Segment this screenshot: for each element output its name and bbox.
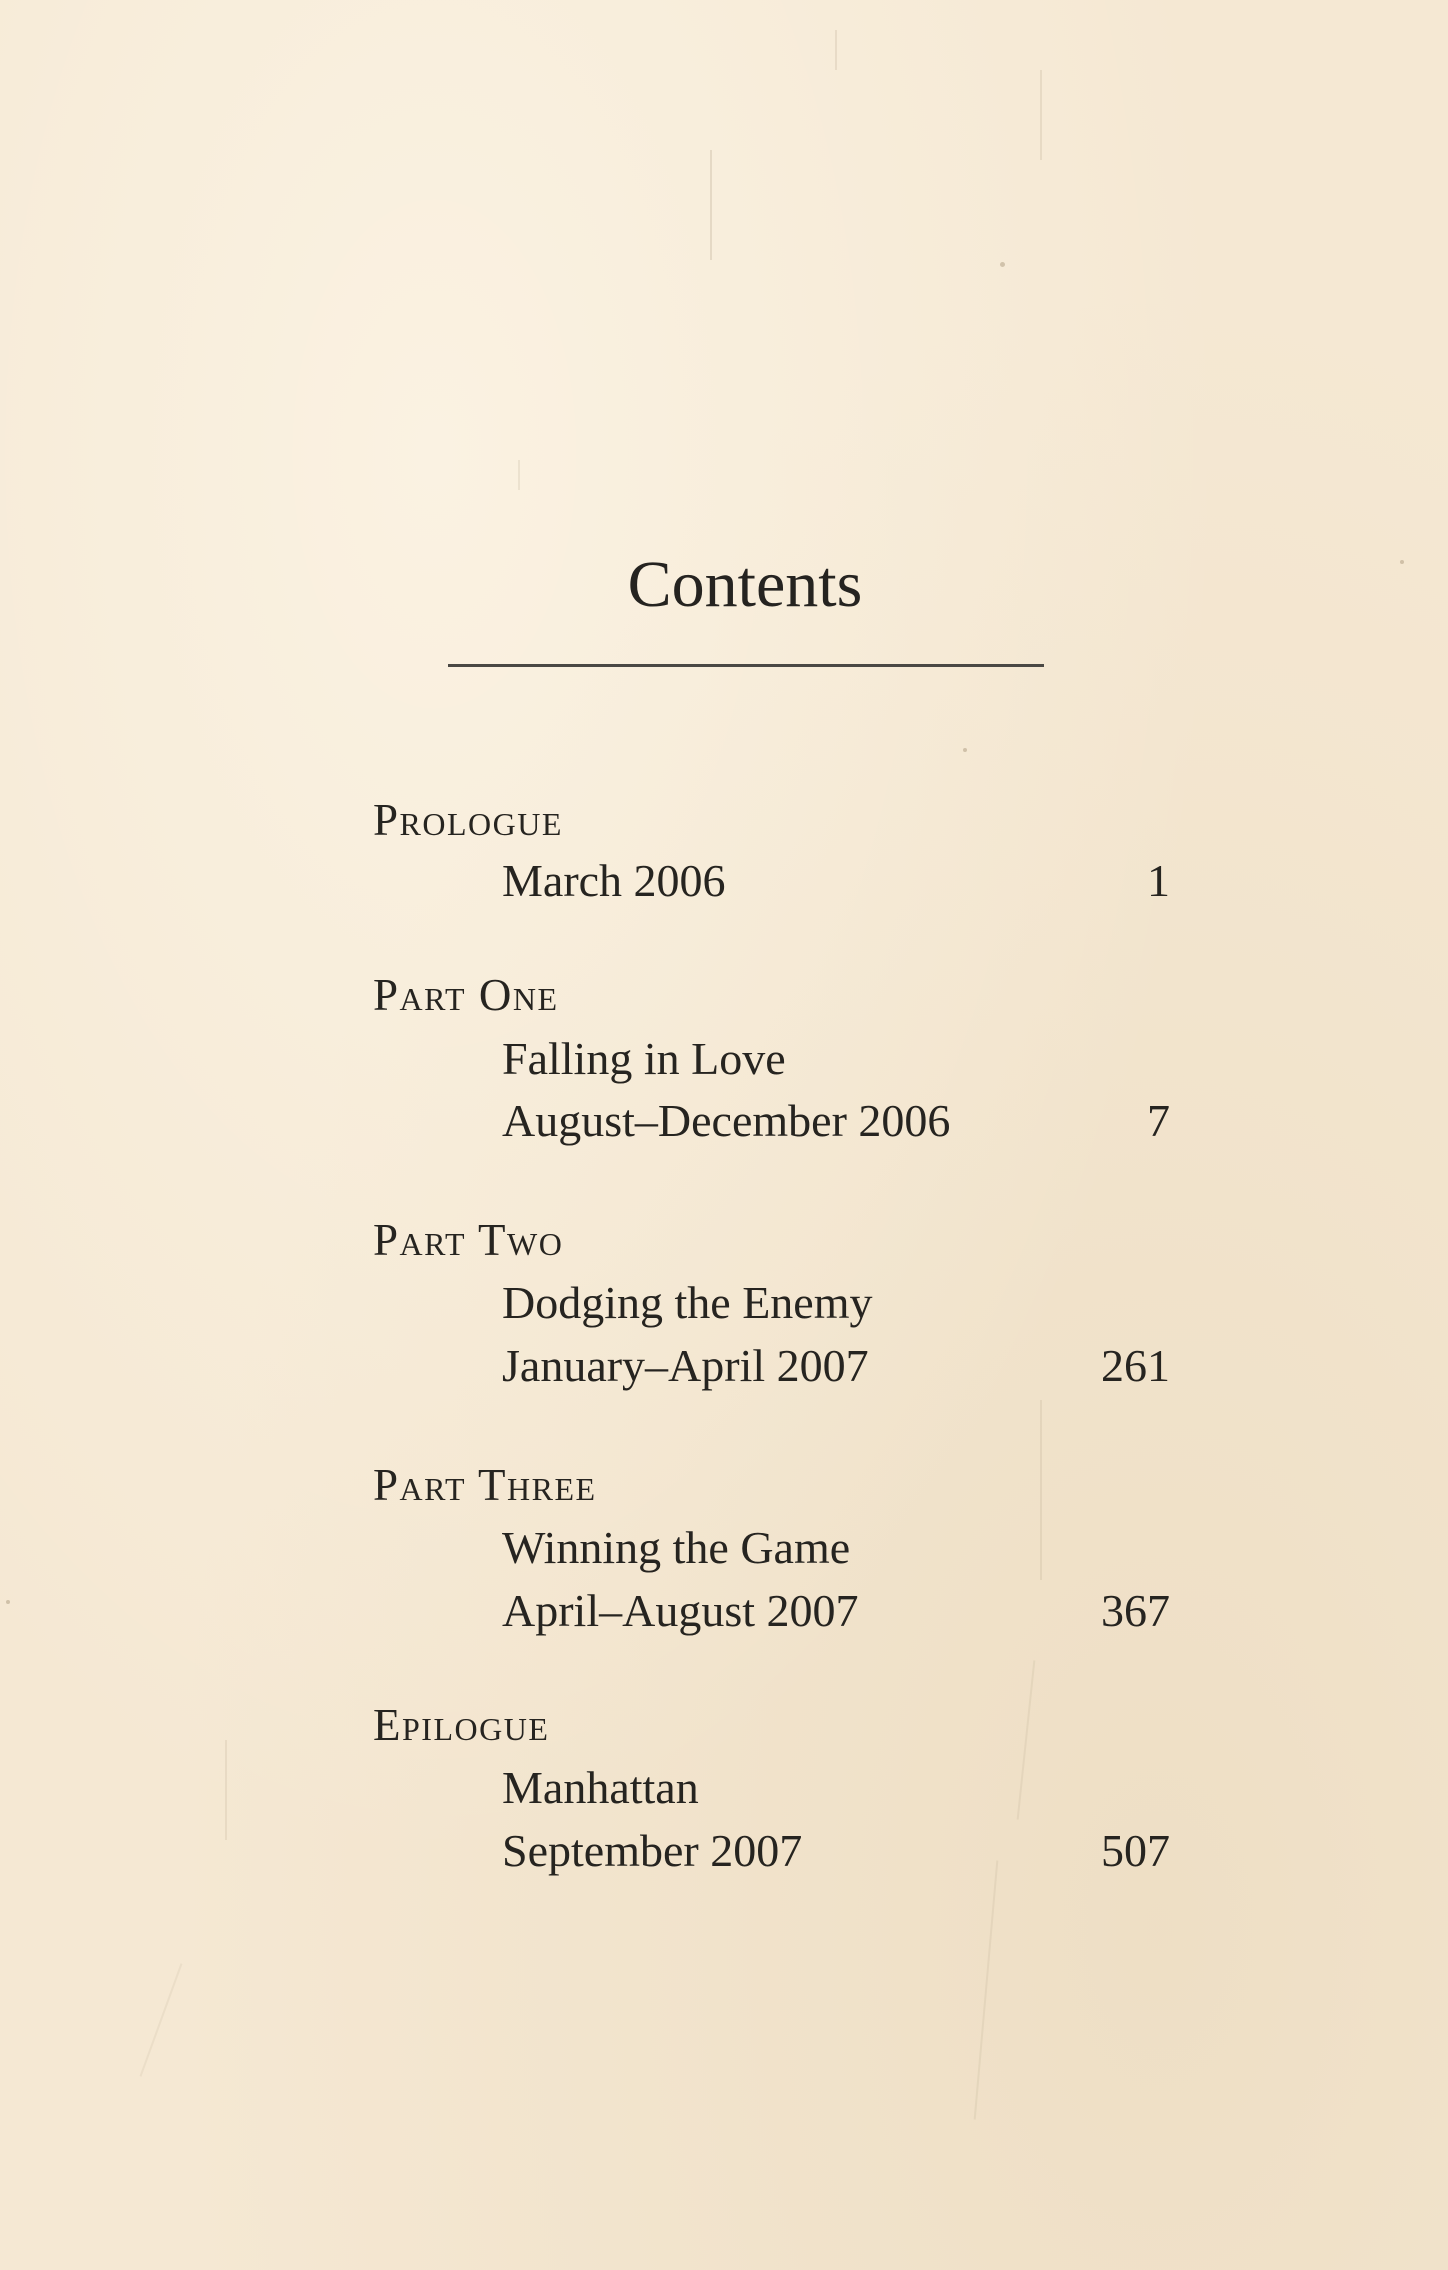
- paper-scratch: [140, 1963, 183, 2076]
- toc-entry-part-one-line2: August–December 2006: [502, 1095, 951, 1146]
- paper-scratch: [835, 30, 837, 70]
- toc-page-part-one: 7: [1147, 1095, 1170, 1146]
- title-rule: [448, 664, 1044, 667]
- toc-heading-epilogue: Epilogue: [373, 1700, 550, 1750]
- toc-entry-part-three-line1: Winning the Game: [502, 1522, 851, 1573]
- toc-entry-part-two-line2: January–April 2007: [502, 1340, 869, 1391]
- paper-dot: [1000, 262, 1005, 267]
- page-title: Contents: [627, 548, 863, 621]
- paper-scratch: [518, 460, 520, 490]
- paper-dot: [963, 748, 967, 752]
- toc-page-prologue: 1: [1147, 855, 1170, 906]
- paper-dot: [6, 1600, 10, 1604]
- paper-scratch: [1040, 1400, 1042, 1580]
- paper-scratch: [974, 1860, 999, 2119]
- paper-scratch: [225, 1740, 227, 1840]
- toc-entry-part-one-line1: Falling in Love: [502, 1033, 786, 1084]
- paper-scratch: [1017, 1660, 1036, 1819]
- paper-scratch: [710, 150, 712, 260]
- toc-entry-epilogue-line2: September 2007: [502, 1825, 803, 1876]
- toc-heading-part-three: Part Three: [373, 1460, 597, 1510]
- toc-page-part-two: 261: [1101, 1340, 1170, 1391]
- toc-heading-part-two: Part Two: [373, 1215, 564, 1265]
- toc-page-epilogue: 507: [1101, 1825, 1170, 1876]
- toc-entry-part-two-line1: Dodging the Enemy: [502, 1277, 873, 1328]
- toc-heading-part-one: Part One: [373, 970, 559, 1020]
- toc-entry-epilogue-line1: Manhattan: [502, 1762, 699, 1813]
- toc-entry-part-three-line2: April–August 2007: [502, 1585, 859, 1636]
- toc-entry-prologue-line1: March 2006: [502, 855, 726, 906]
- toc-page-part-three: 367: [1101, 1585, 1170, 1636]
- paper-scratch: [1040, 70, 1042, 160]
- toc-heading-prologue: Prologue: [373, 795, 563, 845]
